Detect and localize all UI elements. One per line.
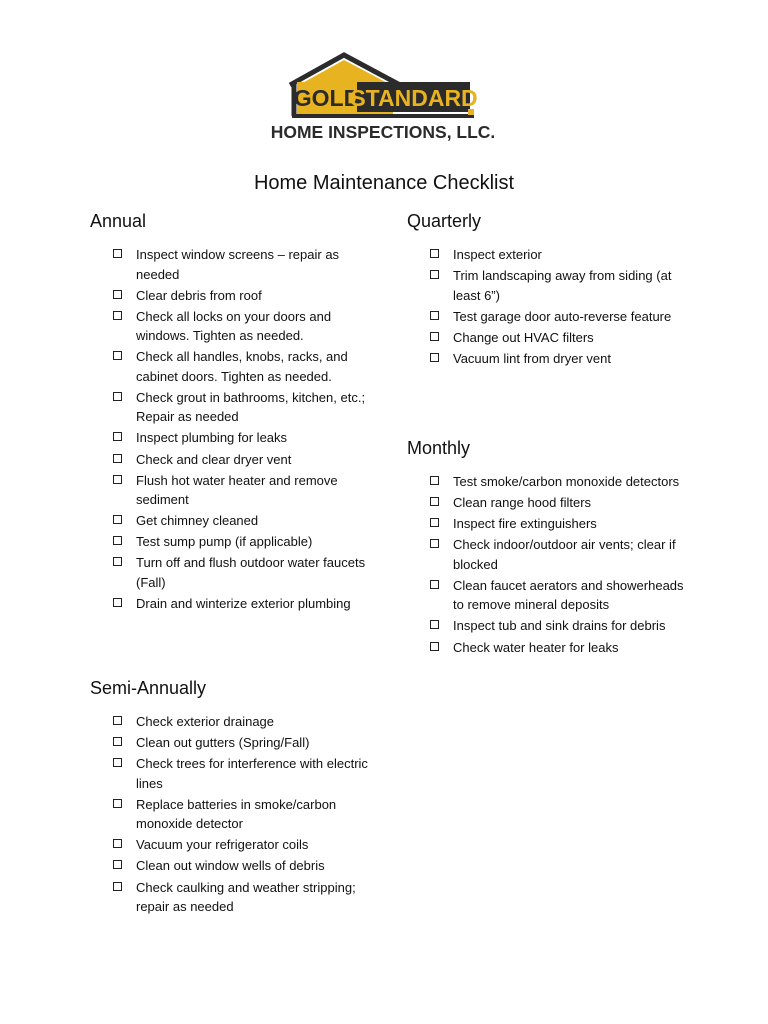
checklist-item xyxy=(429,307,697,327)
checklist-semi-annually xyxy=(90,712,380,917)
checklist-item-text: Clean faucet aerators and showerheads to remove mineral deposits xyxy=(453,577,684,613)
checklist-item-text: Inspect exterior xyxy=(453,247,542,262)
checklist-item-text: Drain and winterize exterior plumbing xyxy=(136,596,351,612)
checklist-item-text: Check caulking and weather stripping; repair as needed xyxy=(136,879,356,915)
checkbox-icon xyxy=(430,353,439,362)
checklist-item xyxy=(112,388,380,427)
checkbox-icon xyxy=(113,737,122,746)
section-semi-annually xyxy=(90,676,380,918)
checkbox-icon xyxy=(430,332,439,341)
checklist-item xyxy=(112,594,380,614)
checklist-item xyxy=(429,576,697,615)
checklist-item xyxy=(429,616,697,636)
checkbox-icon xyxy=(113,475,122,484)
checkbox-icon xyxy=(113,557,122,566)
checklist-item-text: Inspect plumbing for leaks xyxy=(136,430,288,446)
checklist-item xyxy=(112,754,380,793)
checkbox-icon xyxy=(430,642,439,651)
page-title: Home Maintenance Checklist xyxy=(253,172,515,194)
checklist-item xyxy=(429,638,697,658)
company-logo xyxy=(270,52,496,144)
checklist-item-text: Check exterior drainage xyxy=(136,714,275,729)
checklist-item xyxy=(112,471,380,510)
checklist-item-text: Clear debris from roof xyxy=(136,287,262,303)
checklist-item xyxy=(112,835,380,855)
checklist-item-text: Check all locks on your doors and windows. Tighten as needed. xyxy=(136,308,332,344)
checklist-item xyxy=(429,266,697,305)
checkbox-icon xyxy=(113,432,122,441)
checklist-item xyxy=(429,349,697,369)
checkbox-icon xyxy=(430,497,439,506)
checklist-item-text: Change out HVAC filters xyxy=(453,329,594,345)
logo-text-standard: STANDARD xyxy=(350,85,478,111)
house-logo-icon xyxy=(270,52,496,144)
checkbox-icon xyxy=(113,290,122,299)
checkbox-icon xyxy=(430,311,439,320)
checklist-item xyxy=(112,712,380,732)
checkbox-icon xyxy=(113,392,122,401)
checklist-item xyxy=(112,878,380,917)
checklist-item-text: Get chimney cleaned xyxy=(136,513,259,529)
checkbox-icon xyxy=(113,536,122,545)
checkbox-icon xyxy=(113,311,122,320)
checkbox-icon xyxy=(113,454,122,463)
checkbox-icon xyxy=(113,351,122,360)
checklist-item-text: Clean out gutters (Spring/Fall) xyxy=(136,735,310,751)
checklist-item xyxy=(112,511,380,531)
checkbox-icon xyxy=(113,716,122,725)
checklist-item-text: Check all handles, knobs, racks, and cabinet doors. Tighten as needed. xyxy=(136,349,348,384)
checklist-item xyxy=(112,795,380,834)
section-annual xyxy=(90,209,380,615)
checkbox-icon xyxy=(113,758,122,767)
checklist-item xyxy=(112,553,380,592)
logo-text-gold: GOLD xyxy=(293,85,361,111)
checklist-item xyxy=(429,328,697,348)
checklist-item xyxy=(112,450,380,470)
checklist-item-text: Inspect tub and sink drains for debris xyxy=(453,618,666,634)
section-heading-monthly: Monthly xyxy=(407,438,471,458)
checklist-item xyxy=(112,347,380,386)
checklist-item-text: Check indoor/outdoor air vents; clear if blocked xyxy=(453,537,676,572)
checkbox-icon xyxy=(113,515,122,524)
checklist-item xyxy=(112,428,380,448)
checklist-item-text: Check grout in bathrooms, kitchen, etc.; Repair as needed xyxy=(136,389,366,425)
checklist-item-text: Test smoke/carbon monoxide detectors xyxy=(453,474,680,489)
checkbox-icon xyxy=(430,270,439,279)
checklist-item xyxy=(112,245,380,284)
checklist-item-text: Trim landscaping away from siding (at least 6”) xyxy=(453,268,672,303)
checkbox-icon xyxy=(430,580,439,589)
checklist-item xyxy=(429,472,697,492)
checklist-item-text: Vacuum lint from dryer vent xyxy=(453,350,611,366)
checkbox-icon xyxy=(430,620,439,629)
checklist-item xyxy=(429,535,697,574)
section-heading-quarterly: Quarterly xyxy=(407,211,482,231)
checklist-item xyxy=(429,245,697,265)
checklist-item xyxy=(112,286,380,306)
section-monthly xyxy=(407,436,697,659)
checklist-item-text: Turn off and flush outdoor water faucets (Fall) xyxy=(136,555,366,590)
checklist-item-text: Replace batteries in smoke/carbon monoxide detector xyxy=(136,796,337,832)
checklist-item xyxy=(429,514,697,534)
checklist-item-text: Flush hot water heater and remove sediment xyxy=(136,472,338,508)
checklist-quarterly xyxy=(407,245,697,368)
checklist-item-text: Inspect window screens – repair as needed xyxy=(136,247,340,282)
section-quarterly xyxy=(407,209,697,370)
checklist-item xyxy=(112,733,380,753)
checklist-item xyxy=(112,856,380,876)
checklist-item-text: Vacuum your refrigerator coils xyxy=(136,837,309,853)
checkbox-icon xyxy=(430,518,439,527)
logo-text-company: HOME INSPECTIONS, LLC. xyxy=(270,122,496,142)
checkbox-icon xyxy=(113,860,122,869)
checkbox-icon xyxy=(430,539,439,548)
checklist-item-text: Clean range hood filters xyxy=(453,495,592,511)
checklist-item xyxy=(112,307,380,346)
checklist-annual xyxy=(90,245,380,614)
checkbox-icon xyxy=(430,476,439,485)
checkbox-icon xyxy=(113,799,122,808)
checklist-item-text: Inspect fire extinguishers xyxy=(453,516,597,532)
section-heading-annual: Annual xyxy=(90,211,147,231)
section-heading-semi-annually: Semi-Annually xyxy=(90,678,207,698)
checklist-item-text: Test sump pump (if applicable) xyxy=(136,534,313,550)
checkbox-icon xyxy=(113,598,122,607)
checklist-item xyxy=(112,532,380,552)
checklist-item-text: Clean out window wells of debris xyxy=(136,858,325,874)
checkbox-icon xyxy=(113,249,122,258)
checklist-item-text: Check trees for interference with electric lines xyxy=(136,756,368,791)
checklist-item xyxy=(429,493,697,513)
checklist-monthly xyxy=(407,472,697,657)
checklist-item-text: Check and clear dryer vent xyxy=(136,451,292,467)
checkbox-icon xyxy=(113,882,122,891)
checklist-item-text: Check water heater for leaks xyxy=(453,639,619,655)
checklist-item-text: Test garage door auto-reverse feature xyxy=(453,308,672,324)
checkbox-icon xyxy=(113,839,122,848)
checkbox-icon xyxy=(430,249,439,258)
